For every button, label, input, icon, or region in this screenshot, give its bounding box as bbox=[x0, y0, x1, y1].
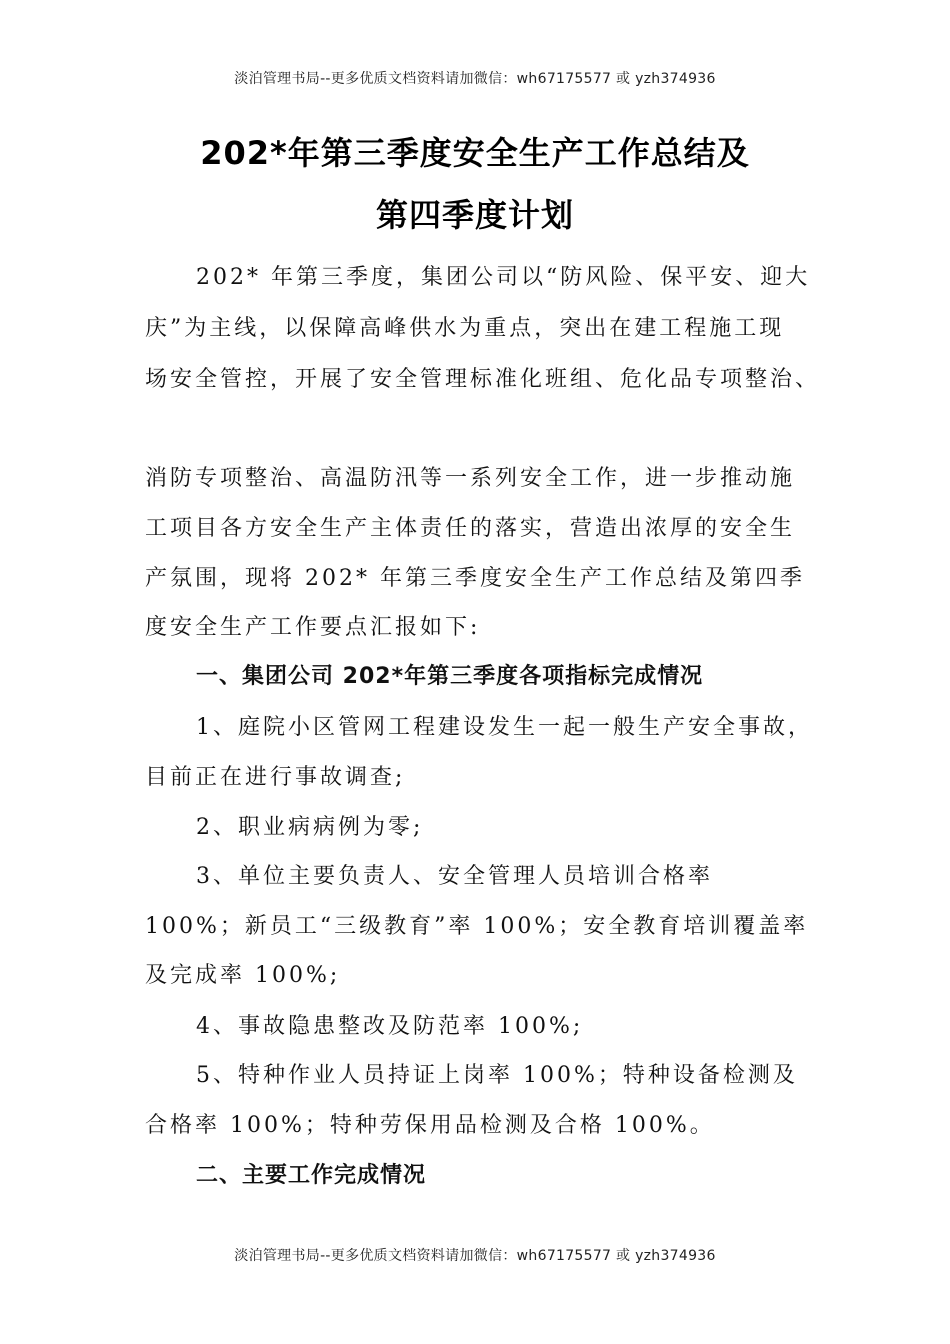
intro-paragraph-line: 场安全管控，开展了安全管理标准化班组、危化品专项整治、 bbox=[145, 367, 821, 392]
indicator-item-5: 5、特种作业人员持证上岗率 100%；特种设备检测及 bbox=[196, 1063, 798, 1088]
section-heading-1: 一、集团公司 202*年第三季度各项指标完成情况 bbox=[196, 664, 704, 689]
intro-paragraph-line: 产氛围，现将 202* 年第三季度安全生产工作总结及第四季 bbox=[145, 566, 805, 591]
intro-paragraph-line: 度安全生产工作要点汇报如下: bbox=[145, 615, 481, 640]
intro-paragraph-line: 消防专项整治、高温防汛等一系列安全工作，进一步推动施 bbox=[145, 466, 796, 491]
indicator-item-4: 4、事故隐患整改及防范率 100%; bbox=[196, 1014, 584, 1039]
intro-paragraph-line: 202* 年第三季度，集团公司以“防风险、保平安、迎大 bbox=[196, 265, 811, 290]
page-footer: 淡泊管理书局--更多优质文档资料请加微信：wh67175577 或 yzh374936 bbox=[234, 1248, 716, 1264]
indicator-item-1-cont: 目前正在进行事故调查; bbox=[145, 765, 406, 790]
indicator-item-1: 1、庭院小区管网工程建设发生一起一般生产安全事故， bbox=[196, 715, 813, 740]
section-heading-2: 二、主要工作完成情况 bbox=[196, 1163, 427, 1188]
intro-paragraph-line: 工项目各方安全生产主体责任的落实，营造出浓厚的安全生 bbox=[145, 516, 796, 541]
intro-paragraph-line: 庆”为主线，以保障高峰供水为重点，突出在建工程施工现 bbox=[145, 316, 785, 341]
document-title-line-2: 第四季度计划 bbox=[375, 196, 574, 234]
indicator-item-5-cont: 合格率 100%；特种劳保用品检测及合格 100%。 bbox=[145, 1113, 715, 1138]
indicator-item-3-cont: 100%；新员工“三级教育”率 100%；安全教育培训覆盖率 bbox=[145, 914, 809, 939]
page-header: 淡泊管理书局--更多优质文档资料请加微信：wh67175577 或 yzh374936 bbox=[234, 71, 716, 87]
indicator-item-3-cont: 及完成率 100%; bbox=[145, 963, 341, 988]
indicator-item-3: 3、单位主要负责人、安全管理人员培训合格率 bbox=[196, 864, 713, 889]
document-title-line-1: 202*年第三季度安全生产工作总结及 bbox=[200, 134, 750, 172]
indicator-item-2: 2、职业病病例为零; bbox=[196, 815, 424, 840]
